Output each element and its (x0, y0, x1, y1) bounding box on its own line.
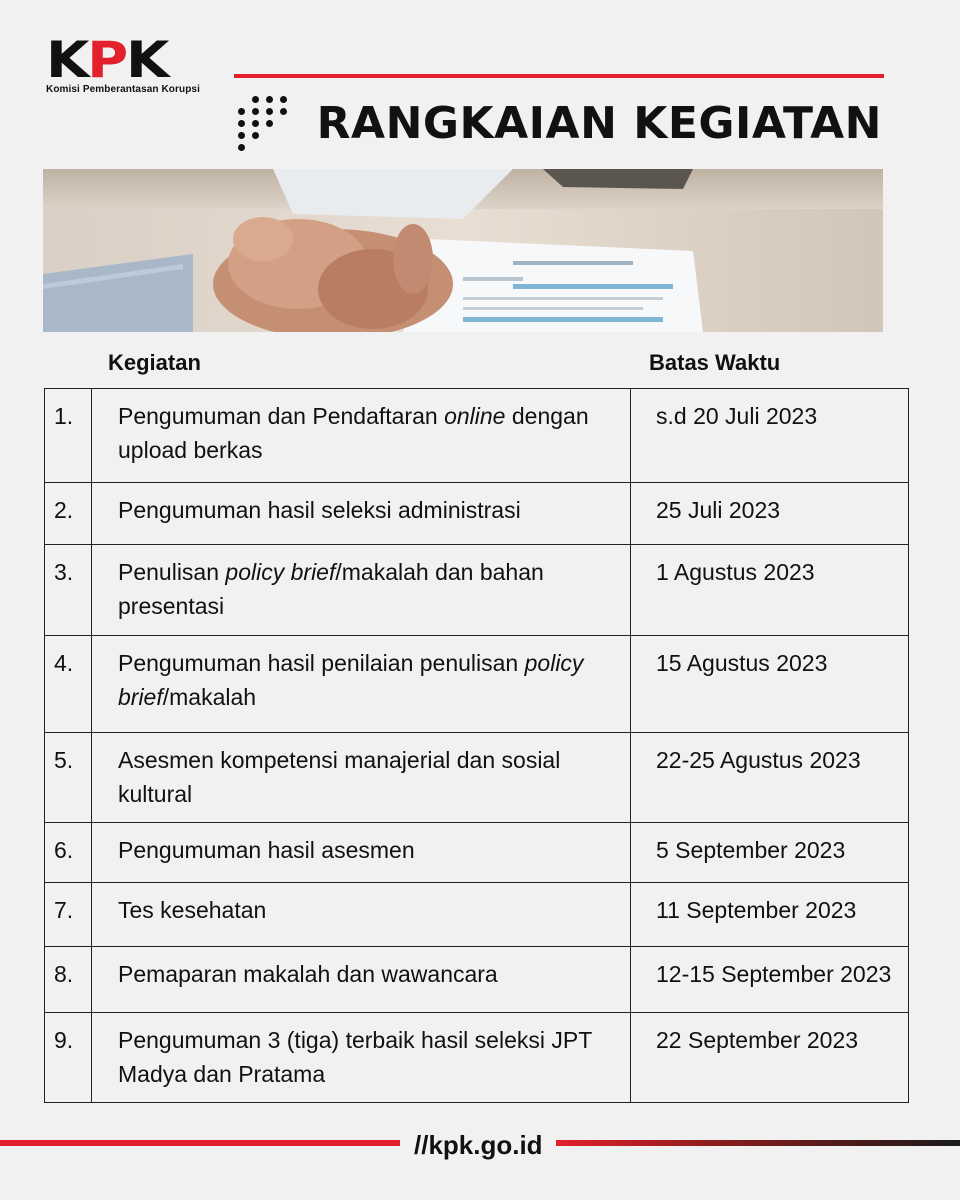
activity-text: Pemaparan makalah dan wawancara (118, 961, 498, 987)
row-deadline: 22 September 2023 (631, 1013, 909, 1103)
row-deadline: 25 Juli 2023 (631, 483, 909, 545)
table-row (45, 947, 909, 1013)
header-red-line (234, 74, 884, 78)
activity-text-continued: /makalah dan bahan presentasi (118, 559, 544, 619)
activity-text-continued: dengan upload berkas (118, 403, 589, 463)
activity-text: Tes kesehatan (118, 897, 267, 923)
logo-text: KPK (46, 31, 168, 89)
row-deadline: 12-15 September 2023 (631, 947, 909, 1013)
row-deadline: 22-25 Agustus 2023 (631, 733, 909, 823)
activity-text: Pengumuman hasil penilaian penulisan (118, 650, 525, 676)
page-title: RANGKAIAN KEGIATAN (316, 98, 882, 149)
row-number: 4. (45, 636, 92, 733)
row-activity (92, 545, 631, 636)
row-activity (92, 636, 631, 733)
activity-text: Pengumuman 3 (tiga) terbaik hasil seleksi JPT Madya dan Pratama (118, 1027, 592, 1087)
row-deadline: s.d 20 Juli 2023 (631, 389, 909, 483)
row-deadline: 1 Agustus 2023 (631, 545, 909, 636)
column-header-activity: Kegiatan (108, 350, 201, 375)
table-row (45, 389, 909, 483)
footer-gradient-bar (556, 1140, 960, 1146)
row-deadline: 5 September 2023 (631, 823, 909, 883)
row-number: 1. (45, 389, 92, 483)
row-deadline: 11 September 2023 (631, 883, 909, 947)
table-row (45, 1013, 909, 1103)
row-activity (92, 483, 631, 545)
row-number: 2. (45, 483, 92, 545)
table-row (45, 483, 909, 545)
row-activity (92, 883, 631, 947)
activity-italic-text: policy brief (225, 559, 336, 585)
activity-text: Penulisan (118, 559, 226, 585)
activity-text: Asesmen kompetensi manajerial dan sosial kultural (118, 747, 561, 807)
row-number: 7. (45, 883, 92, 947)
logo-mark (46, 31, 218, 89)
footer-red-bar (0, 1140, 400, 1146)
row-number: 3. (45, 545, 92, 636)
table-row (45, 733, 909, 823)
row-deadline: 15 Agustus 2023 (631, 636, 909, 733)
row-activity (92, 389, 631, 483)
dots-decoration (230, 96, 300, 156)
column-header-deadline: Batas Waktu (649, 350, 781, 375)
table-row (45, 823, 909, 883)
table-row (45, 636, 909, 733)
activity-italic-text: policy brief (118, 650, 584, 710)
footer-url[interactable]: //kpk.go.id (414, 1130, 543, 1160)
kpk-logo (46, 31, 200, 95)
table-row (45, 545, 909, 636)
row-activity (92, 733, 631, 823)
activity-text: Pengumuman hasil asesmen (118, 837, 415, 863)
row-number: 8. (45, 947, 92, 1013)
banner-photo (43, 169, 883, 332)
activity-text: Pengumuman dan Pendaftaran (118, 403, 445, 429)
row-activity (92, 823, 631, 883)
row-activity (92, 1013, 631, 1103)
row-number: 6. (45, 823, 92, 883)
activity-text-continued: /makalah (162, 684, 257, 710)
row-number: 9. (45, 1013, 92, 1103)
activity-italic-text: online (444, 403, 506, 429)
row-activity (92, 947, 631, 1013)
logo-subtitle: Komisi Pemberantasan Korupsi (46, 84, 200, 95)
schedule-table (44, 388, 909, 1103)
activity-text: Pengumuman hasil seleksi administrasi (118, 497, 521, 523)
row-number: 5. (45, 733, 92, 823)
table-row (45, 883, 909, 947)
